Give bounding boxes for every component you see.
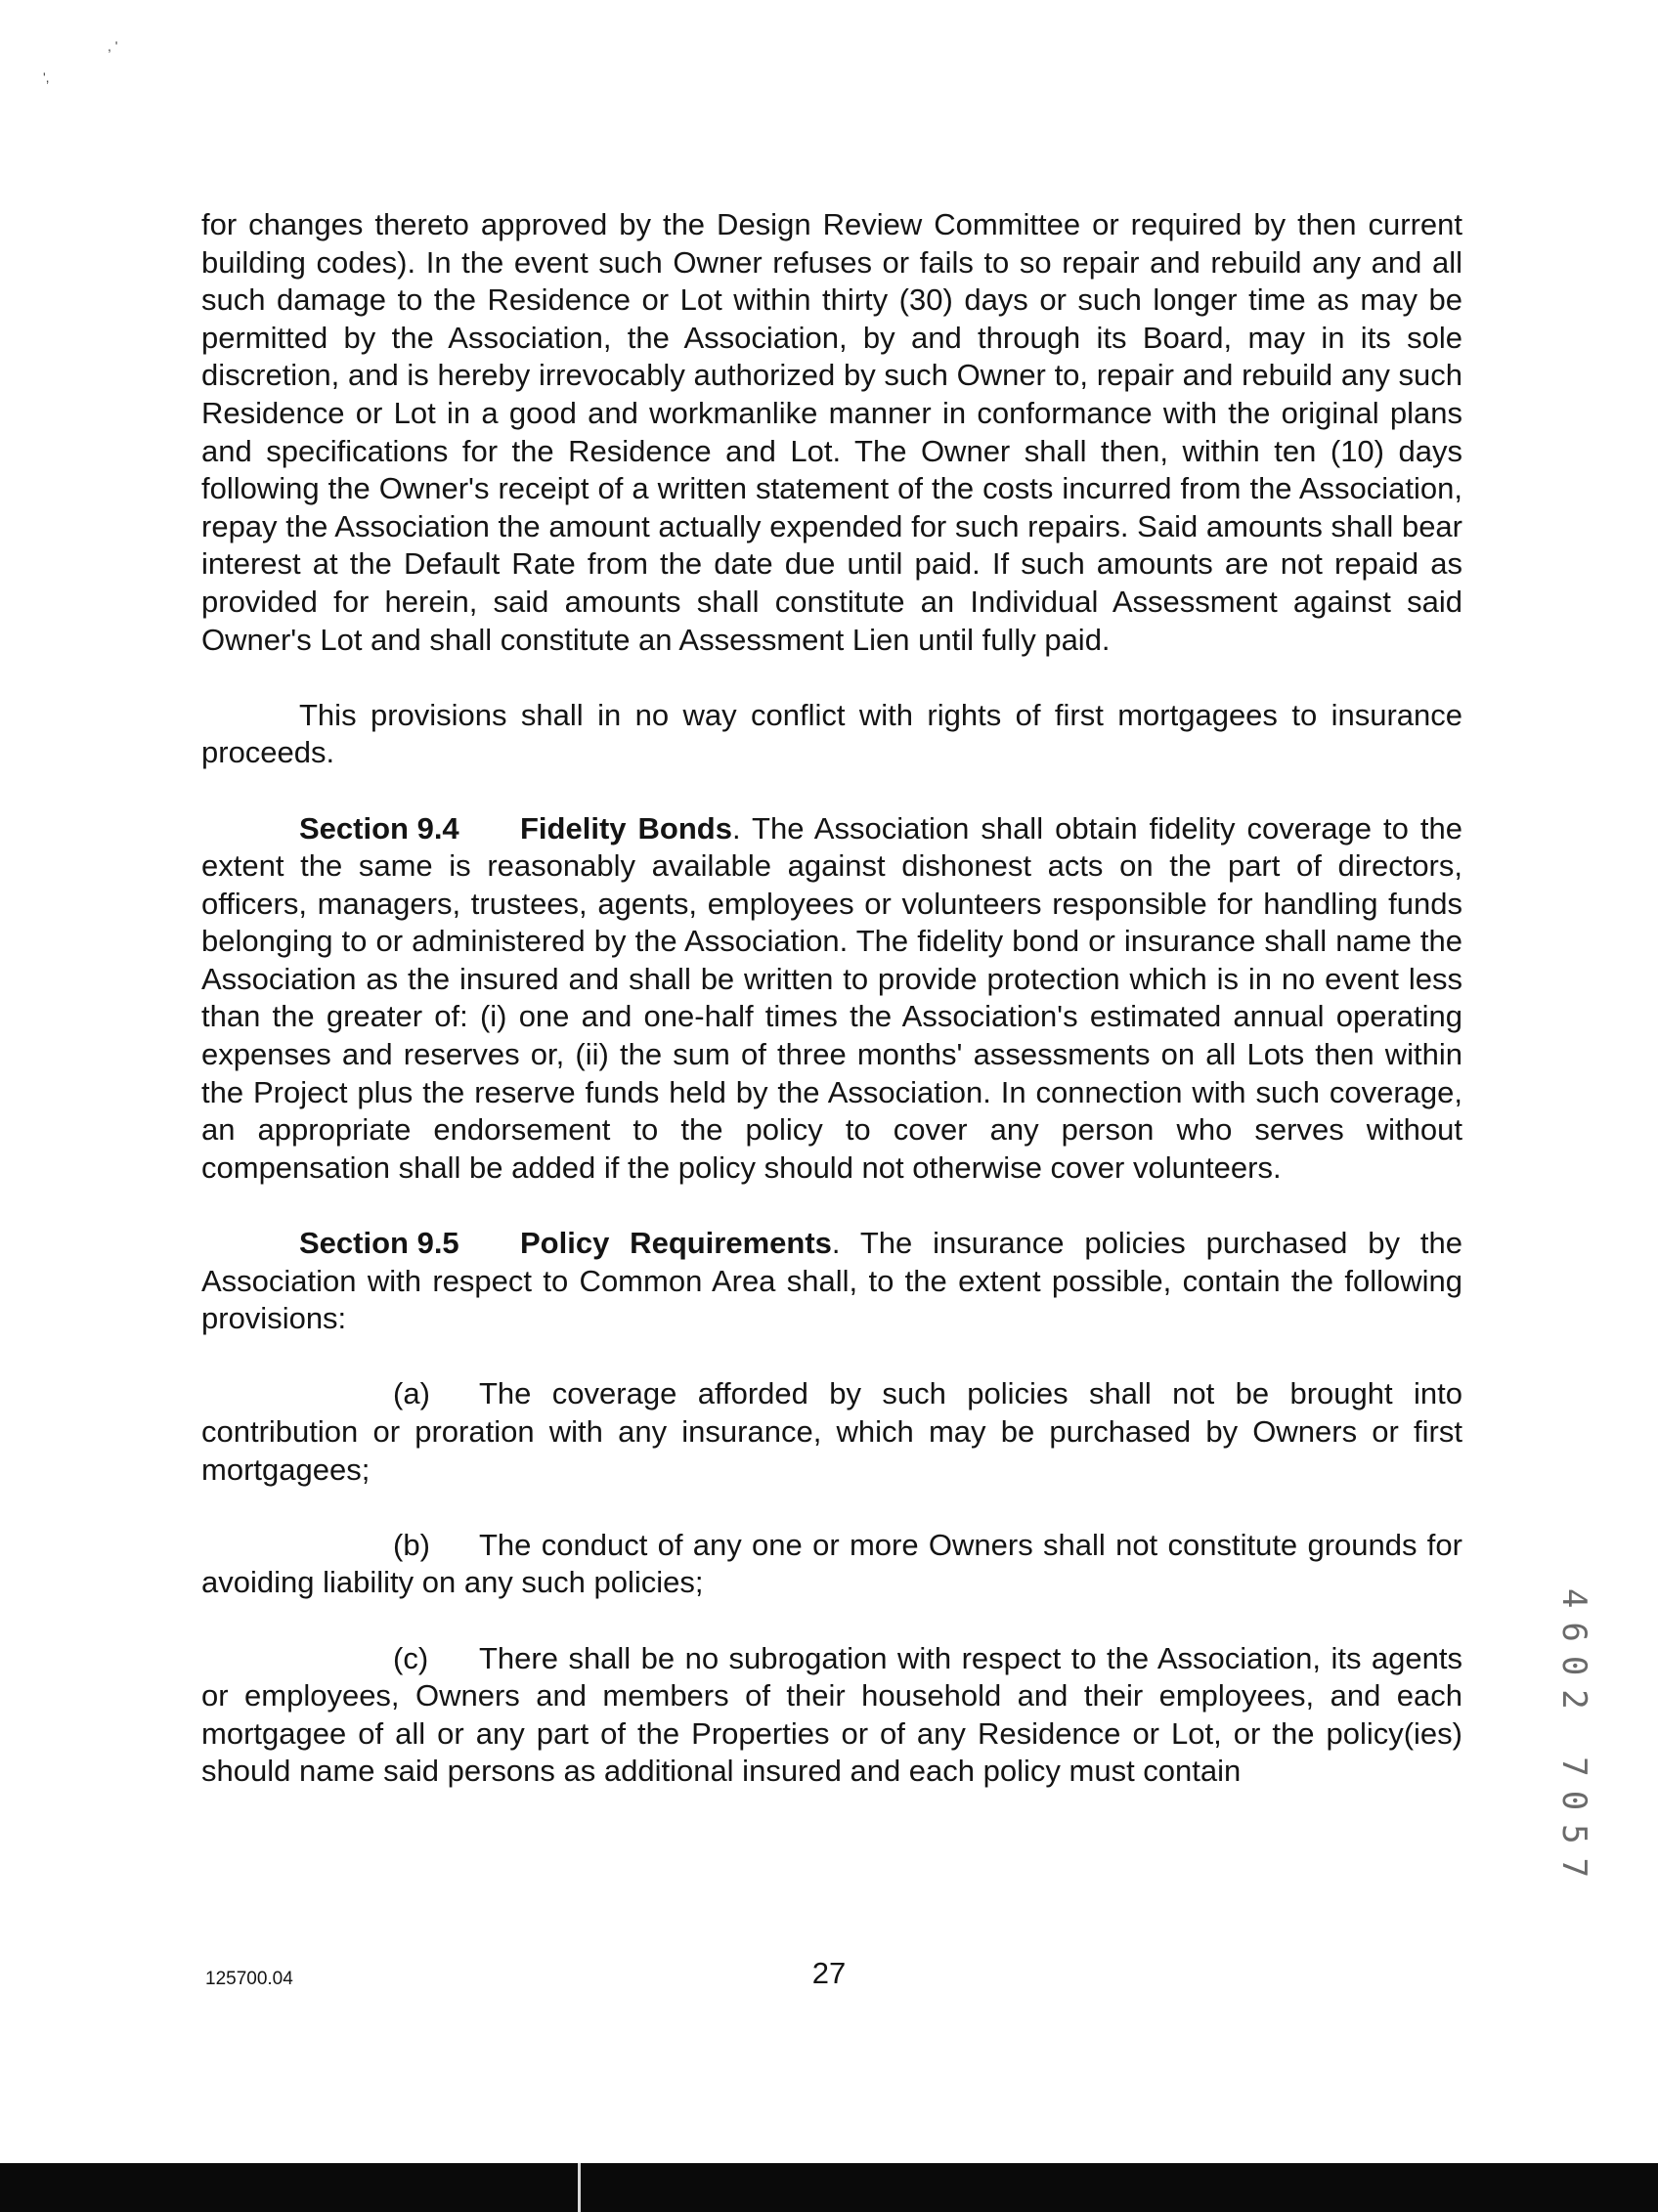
item-text: The coverage afforded by such policies shall not be brought into contribution or proration with any insurance, which may be purchased by Owners or first mortgagees;	[201, 1376, 1462, 1487]
paragraph-mortgagee-rights: This provisions shall in no way conflict with rights of first mortgagees to insurance proceeds.	[201, 697, 1462, 770]
provision-item-c	[201, 1640, 1462, 1791]
document-id: 125700.04	[205, 1969, 293, 1989]
recording-stamp-number: 4602 7057	[1554, 1587, 1593, 1892]
item-label: (a)	[393, 1376, 430, 1411]
section-9-5	[201, 1225, 1462, 1338]
item-label: (b)	[393, 1527, 430, 1562]
scan-artifact: ',	[43, 69, 50, 85]
provision-item-a	[201, 1375, 1462, 1489]
paragraph-repair-rebuild: for changes thereto approved by the Design Review Committee or required by then current building codes). In the event such Owner refuses or fails to so repair and rebuild any and all such damage to the Residence or Lot within thirty (30) days or such longer time as may be permitted by the Association, the Association, by and through its Board, may in its sole discretion, and is hereby irrevocably authorized by such Owner to, repair and rebuild any such Residence or Lot in a good and workmanlike manner in conformance with the original plans and specifications for the Residence and Lot. The Owner shall then, within ten (10) days following the Owner's receipt of a written statement of the costs incurred from the Association, repay the Association the amount actually expended for such repairs. Said amounts shall bear interest at the Default Rate from the date due until paid. If such amounts are not repaid as provided for herein, said amounts shall constitute an Individual Assessment against said Owner's Lot and shall constitute an Assessment Lien until fully paid.	[201, 207, 1462, 657]
section-body: . The insurance policies purchased by the Association with respect to Common Area shall, to the extent possible, contain the following provisions:	[201, 1226, 1462, 1336]
scan-bottom-border	[0, 2163, 1658, 2212]
provision-item-b	[201, 1527, 1462, 1602]
scan-artifact: , '	[108, 38, 118, 54]
section-title: Fidelity Bonds	[520, 810, 732, 846]
section-number: Section 9.4	[299, 810, 459, 846]
page-number: 27	[811, 1956, 847, 1990]
section-body: . The Association shall obtain fidelity coverage to the extent the same is reasonably available against dishonest acts on the part of directors, officers, managers, trustees, agents, employees or volunteers responsible for handling funds belonging to or administered by the Association. The fidelity bond or insurance shall name the Association as the insured and shall be written to provide protection which is in no event less than the greater of: (i) one and one-half times the Association's estimated annual operating expenses and reserves or, (ii) the sum of three months' assessments on all Lots then within the Project plus the reserve funds held by the Association. In connection with such coverage, an appropriate endorsement to the policy to cover any person who serves without compensation shall be added if the policy should not otherwise cover volunteers.	[201, 810, 1462, 1185]
recording-stamp	[1554, 1544, 1593, 1935]
section-number: Section 9.5	[299, 1226, 459, 1261]
section-9-4	[201, 810, 1462, 1188]
document-body	[201, 206, 1462, 1791]
item-text: There shall be no subrogation with respect to the Association, its agents or employees, Owners and members of their household and their employees, and each mortgagee of all or any part of the Properties or of any Residence or Lot, or the policy(ies) should name said persons as additional insured and each policy must contain	[201, 1640, 1462, 1789]
scan-divider-line	[578, 2163, 581, 2212]
item-label: (c)	[393, 1640, 429, 1675]
section-title: Policy Requirements	[520, 1226, 832, 1261]
item-text: The conduct of any one or more Owners shall not constitute grounds for avoiding liability on any such policies;	[201, 1527, 1462, 1600]
